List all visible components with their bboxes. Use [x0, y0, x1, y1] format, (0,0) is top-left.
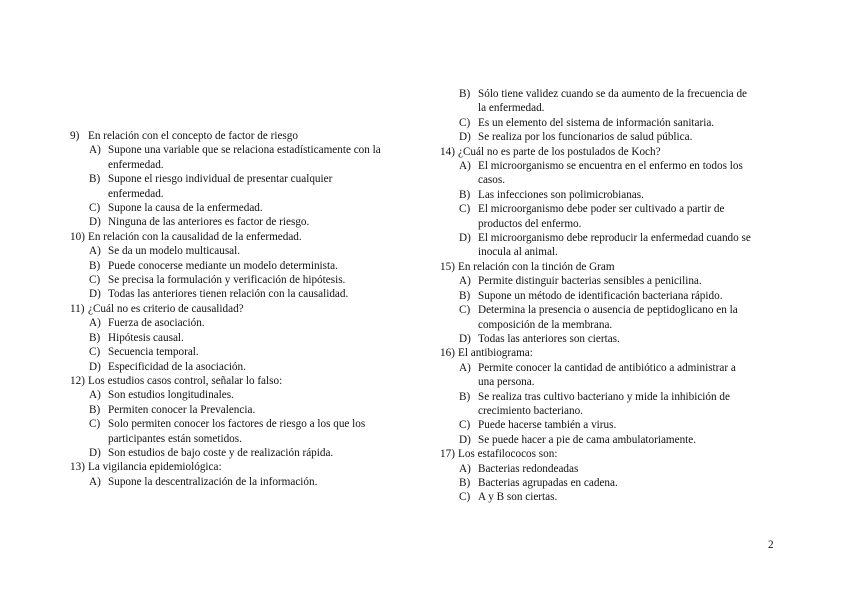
option-letter: B)	[89, 259, 101, 272]
option-text: Se puede hacer a pie de cama ambulatoriamente.	[478, 433, 697, 446]
option-text: Se precisa la formulación y verificación de hipótesis.	[108, 274, 346, 287]
question-text: En relación con el concepto de factor de riesgo	[88, 130, 298, 142]
option-continuation: crecimiento bacteriano.	[478, 404, 583, 417]
option-continuation: una persona.	[478, 376, 535, 389]
question-number: 17)	[440, 448, 455, 461]
question-line	[440, 447, 780, 461]
option-letter: A)	[89, 245, 101, 258]
question-line	[70, 129, 415, 143]
answer-option	[440, 303, 780, 317]
option-text: El microorganismo se encuentra en el enfermo en todos los	[478, 160, 743, 173]
answer-option	[70, 316, 415, 330]
option-text: Permiten conocer la Prevalencia.	[108, 403, 256, 416]
option-text: Especificidad de la asociación.	[108, 360, 246, 373]
page-number: 2	[768, 539, 774, 551]
option-letter: D)	[89, 360, 101, 373]
option-text: Sólo tiene validez cuando se da aumento de la frecuencia de	[478, 88, 748, 100]
option-continuation: enfermedad.	[108, 158, 164, 171]
option-letter: C)	[89, 274, 101, 287]
option-text: Solo permiten conocer los factores de riesgo a los que los	[108, 418, 366, 431]
answer-option	[70, 259, 415, 273]
option-text: Todas las anteriores son ciertas.	[478, 332, 620, 345]
question-number: 13)	[70, 461, 85, 474]
option-letter: C)	[459, 116, 471, 129]
question-number: 14)	[440, 145, 455, 158]
answer-option	[440, 159, 780, 173]
question-number: 9)	[70, 130, 80, 142]
answer-option	[70, 143, 415, 157]
question-text: Los estudios casos control, señalar lo falso:	[88, 374, 283, 387]
question-line	[440, 346, 780, 360]
option-text: Ninguna de las anteriores es factor de riesgo.	[108, 216, 310, 229]
option-letter: C)	[459, 419, 471, 432]
option-text: El microorganismo debe reproducir la enfermedad cuando se	[478, 232, 751, 245]
option-letter: D)	[459, 332, 471, 345]
option-continuation: composición de la membrana.	[478, 318, 613, 331]
answer-option	[70, 388, 415, 402]
answer-option	[440, 188, 780, 202]
answer-option	[70, 273, 415, 287]
option-continuation: participantes están sometidos.	[108, 432, 242, 445]
option-text: Puede conocerse mediante un modelo determinista.	[108, 259, 338, 272]
option-text: Permite conocer la cantidad de antibiótico a administrar a	[478, 361, 736, 374]
option-text: Fuerza de asociación.	[108, 317, 205, 330]
option-text: A y B son ciertas.	[478, 491, 558, 504]
option-letter: A)	[89, 475, 101, 488]
option-letter: B)	[89, 331, 101, 344]
question-text: El antibiograma:	[458, 347, 533, 360]
option-continuation: casos.	[478, 174, 506, 187]
option-letter: B)	[459, 289, 471, 302]
option-letter: D)	[459, 131, 471, 144]
option-letter: C)	[459, 491, 471, 504]
question-number: 15)	[440, 260, 455, 273]
option-text: Supone una variable que se relaciona estadísticamente con la	[108, 144, 381, 157]
option-text: Hipótesis causal.	[108, 331, 184, 344]
option-letter: D)	[89, 446, 101, 459]
option-text: Supone la causa de la enfermedad.	[108, 202, 263, 215]
answer-option	[70, 331, 415, 345]
option-letter: A)	[89, 144, 101, 157]
question-line	[70, 230, 415, 244]
left-column	[70, 129, 415, 489]
option-text: Bacterias redondeadas	[478, 462, 579, 475]
option-letter: B)	[459, 188, 471, 201]
answer-option	[440, 231, 780, 245]
question-line	[70, 460, 415, 474]
answer-option	[70, 417, 415, 431]
option-text: Supone el riesgo individual de presentar cualquier	[108, 173, 333, 186]
option-text: Permite distinguir bacterias sensibles a penicilina.	[478, 275, 702, 288]
answer-option	[70, 172, 415, 186]
option-text: Las infecciones son polimicrobianas.	[478, 188, 644, 201]
answer-option	[440, 274, 780, 288]
option-letter: D)	[459, 232, 471, 245]
answer-option	[440, 332, 780, 346]
answer-option	[70, 201, 415, 215]
answer-option	[440, 462, 780, 476]
question-text: ¿Cuál no es parte de los postulados de Koch?	[458, 145, 661, 158]
option-letter: C)	[459, 203, 471, 216]
answer-option	[70, 403, 415, 417]
answer-option	[440, 202, 780, 216]
answer-option	[70, 287, 415, 301]
option-text: Todas las anteriores tienen relación con la causalidad.	[108, 288, 349, 301]
option-letter: A)	[459, 160, 471, 173]
question-number: 16)	[440, 347, 455, 360]
option-continuation: inocula al animal.	[478, 246, 558, 259]
answer-option	[440, 116, 780, 130]
question-text: En relación con la tinción de Gram	[458, 260, 615, 273]
question-line	[440, 260, 780, 274]
question-line	[70, 302, 415, 316]
answer-option	[440, 289, 780, 303]
option-letter: C)	[459, 304, 471, 317]
option-letter: A)	[459, 361, 471, 374]
answer-option	[440, 87, 780, 101]
right-column	[440, 87, 780, 505]
answer-option	[70, 360, 415, 374]
option-text: Secuencia temporal.	[108, 346, 199, 359]
option-letter: D)	[89, 288, 101, 301]
option-letter: C)	[89, 202, 101, 215]
option-letter: A)	[459, 462, 471, 475]
option-text: Es un elemento del sistema de información sanitaria.	[478, 116, 715, 129]
option-text: El microorganismo debe poder ser cultivado a partir de	[478, 203, 725, 216]
question-line	[440, 145, 780, 159]
answer-option	[440, 361, 780, 375]
option-letter: C)	[89, 346, 101, 359]
answer-option	[440, 490, 780, 504]
option-text: Se realiza por los funcionarios de salud pública.	[478, 131, 693, 144]
option-letter: D)	[89, 216, 101, 229]
option-letter: A)	[89, 317, 101, 330]
option-text: Puede hacerse también a virus.	[478, 419, 617, 432]
option-text: Se da un modelo multicausal.	[108, 245, 241, 258]
option-text: Supone la descentralización de la información.	[108, 475, 318, 488]
option-continuation: la enfermedad.	[478, 102, 545, 115]
answer-option	[70, 244, 415, 258]
answer-option	[440, 476, 780, 490]
option-continuation: enfermedad.	[108, 187, 164, 200]
answer-option	[440, 130, 780, 144]
option-letter: C)	[89, 418, 101, 431]
option-letter: A)	[89, 389, 101, 402]
option-letter: B)	[459, 476, 471, 489]
option-text: Son estudios de bajo coste y de realización rápida.	[108, 446, 334, 459]
option-text: Supone un método de identificación bacteriana rápido.	[478, 289, 723, 302]
question-text: ¿Cuál no es criterio de causalidad?	[88, 302, 244, 315]
question-number: 11)	[70, 302, 85, 315]
question-number: 12)	[70, 374, 85, 387]
question-text: En relación con la causalidad de la enfermedad.	[88, 230, 302, 243]
answer-option	[70, 345, 415, 359]
option-letter: B)	[459, 88, 471, 100]
option-text: Se realiza tras cultivo bacteriano y mide la inhibición de	[478, 390, 730, 403]
option-letter: B)	[459, 390, 471, 403]
question-text: Los estafilococos son:	[458, 448, 558, 461]
answer-option	[70, 215, 415, 229]
option-continuation: productos del enfermo.	[478, 217, 582, 230]
answer-option	[440, 390, 780, 404]
option-letter: A)	[459, 275, 471, 288]
option-letter: B)	[89, 173, 101, 186]
option-letter: D)	[459, 433, 471, 446]
answer-option	[70, 475, 415, 489]
answer-option	[440, 433, 780, 447]
option-letter: B)	[89, 403, 101, 416]
option-text: Bacterias agrupadas en cadena.	[478, 476, 618, 489]
question-number: 10)	[70, 230, 85, 243]
question-text: La vigilancia epidemiológica:	[88, 461, 222, 474]
answer-option	[70, 446, 415, 460]
question-line	[70, 374, 415, 388]
option-text: Son estudios longitudinales.	[108, 389, 234, 402]
answer-option	[440, 418, 780, 432]
option-text: Determina la presencia o ausencia de peptidoglicano en la	[478, 304, 738, 317]
